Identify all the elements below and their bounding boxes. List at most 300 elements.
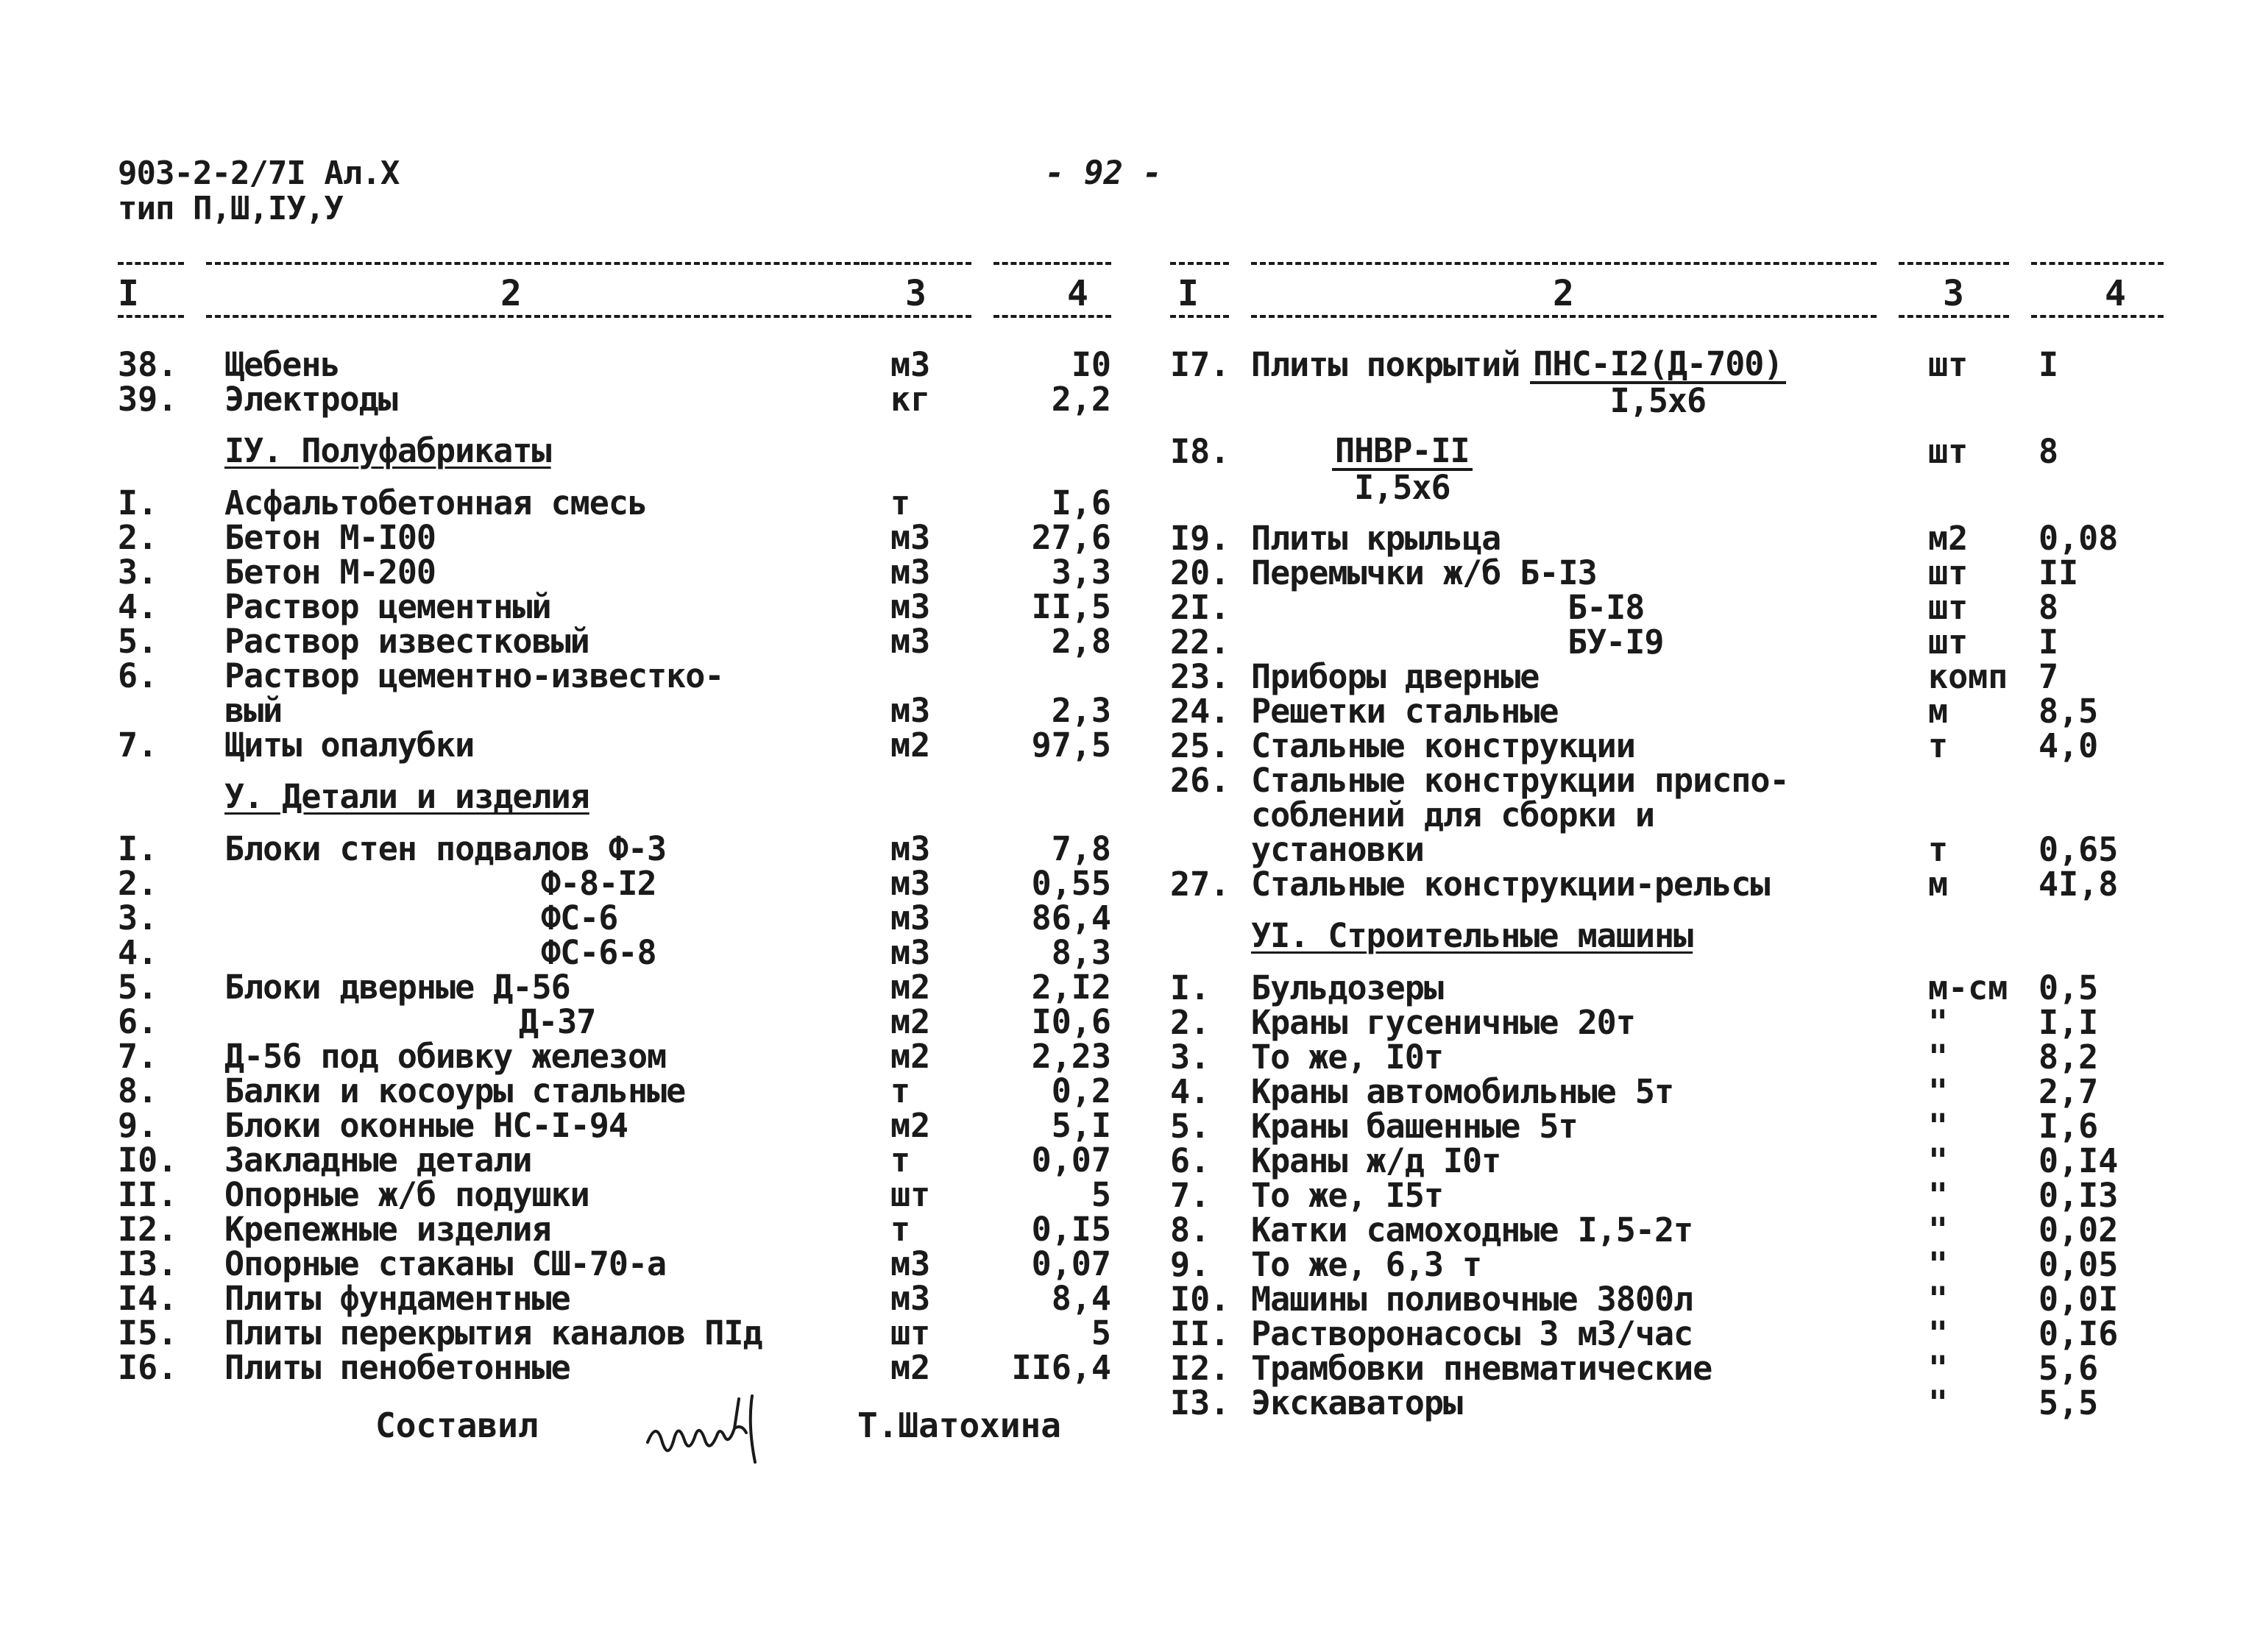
quantity: 8	[2038, 432, 2059, 471]
quantity: 2,I2	[1031, 968, 1111, 1007]
quantity: 0,2	[1051, 1071, 1111, 1110]
item-name-text: Плиты фундаментные	[224, 1279, 570, 1318]
row-number: 25.	[1170, 726, 1230, 765]
table-row	[118, 866, 1148, 901]
table-row	[118, 483, 1148, 522]
unit: м	[1928, 692, 1949, 731]
row-number: II.	[1170, 1314, 1230, 1353]
row-number: 8.	[118, 1071, 158, 1110]
quantity: 5,6	[2038, 1349, 2099, 1388]
row-number: 4.	[118, 587, 158, 626]
row-number: 20.	[1170, 553, 1230, 592]
quantity: I0	[1071, 345, 1111, 384]
table-row	[1170, 1109, 2200, 1144]
table-row	[1170, 1383, 2200, 1422]
fraction-mark	[1332, 431, 1473, 507]
quantity: 0,I6	[2038, 1314, 2119, 1353]
item-name-text: Щиты опалубки	[224, 726, 475, 765]
row-number: 2.	[118, 864, 158, 903]
item-name-text: Плиты покрытий	[1251, 345, 1520, 384]
quantity: 0,I3	[2038, 1176, 2119, 1215]
row-number: 3.	[118, 898, 158, 937]
item-name-text: Д-37	[519, 1002, 596, 1041]
item-name	[224, 1071, 686, 1110]
table-row	[1170, 1005, 2200, 1040]
section-title: IУ. Полуфабрикаты	[224, 431, 551, 470]
item-name-text: Б-I8	[1568, 588, 1645, 627]
quantity: 8,2	[2038, 1038, 2099, 1077]
row-number: I0.	[1170, 1280, 1230, 1319]
item-name	[1251, 1178, 1443, 1213]
table-row	[1170, 692, 2200, 731]
item-name-text: Решетки стальные	[1251, 692, 1559, 731]
unit: м3	[890, 864, 931, 903]
item-name	[224, 1004, 595, 1039]
item-name	[224, 1244, 667, 1283]
item-name-text: Плиты крыльца	[1251, 519, 1501, 558]
quantity: 2,3	[1051, 691, 1111, 730]
item-name-text: Машины поливочные 3800л	[1251, 1280, 1693, 1319]
unit: м3	[890, 933, 931, 972]
unit: кг	[890, 380, 931, 419]
quantity: 2,23	[1031, 1037, 1111, 1076]
item-name	[224, 1141, 532, 1180]
unit: т	[1928, 830, 1949, 869]
table-row	[118, 589, 1148, 624]
quantity: 27,6	[1031, 518, 1111, 557]
item-name	[1251, 623, 1664, 662]
unit: м2	[890, 726, 931, 765]
signature	[640, 1383, 810, 1472]
quantity: 5	[1091, 1175, 1111, 1214]
unit: м3	[890, 898, 931, 937]
item-name-text: Асфальтобетонная смесь	[224, 483, 648, 522]
doc-types: тип П,Ш,IУ,У	[118, 190, 343, 227]
quantity: II,5	[1031, 587, 1111, 626]
table-row	[1170, 795, 2200, 834]
item-name-text: Опорные стаканы СШ-70-а	[224, 1244, 667, 1283]
unit: шт	[1928, 432, 1969, 471]
unit: т	[890, 1141, 911, 1180]
table-row	[1170, 1141, 2200, 1180]
unit: м	[1928, 865, 1949, 904]
item-name	[1251, 968, 1443, 1007]
item-name-text: То же, I0т	[1251, 1038, 1443, 1077]
row-number: I0.	[118, 1141, 178, 1180]
unit: т	[890, 1210, 911, 1249]
unit: м3	[890, 829, 931, 868]
fraction-numerator: ПНВР-II	[1332, 434, 1473, 471]
row-number: 24.	[1170, 692, 1230, 731]
row-number: 3.	[118, 553, 158, 592]
item-name-text: Опорные ж/б подушки	[224, 1175, 589, 1214]
quantity: 0,0I	[2038, 1280, 2119, 1319]
unit: "	[1928, 1210, 1949, 1249]
row-number: I3.	[118, 1244, 178, 1283]
quantity: 8,5	[2038, 692, 2099, 731]
item-name	[224, 1039, 666, 1074]
item-name	[1251, 763, 1789, 798]
row-number: I.	[118, 483, 158, 522]
table-row	[118, 1177, 1148, 1212]
table-row	[118, 693, 1148, 728]
quantity: II6,4	[1011, 1348, 1111, 1387]
unit: шт	[1928, 623, 1969, 662]
section-title: У. Детали и изделия	[224, 777, 589, 816]
row-number: 2.	[1170, 1003, 1211, 1042]
col-header-1: I	[1177, 273, 1199, 314]
item-name-text: Краны ж/д I0т	[1251, 1141, 1501, 1180]
table-row	[1170, 1351, 2200, 1386]
table-row	[1170, 344, 2200, 434]
item-name	[224, 1108, 628, 1143]
quantity: 0,07	[1031, 1244, 1111, 1283]
quantity: 8	[2038, 588, 2059, 627]
quantity: II	[2038, 553, 2079, 592]
item-name	[1251, 659, 1539, 694]
item-name-text: установки	[1251, 830, 1424, 869]
unit: "	[1928, 1280, 1949, 1319]
item-name-text: Стальные конструкции	[1251, 726, 1635, 765]
row-number: 4.	[118, 933, 158, 972]
fraction-denominator: I,5x6	[1609, 381, 1707, 420]
item-name	[1251, 692, 1559, 731]
row-number: 7.	[1170, 1176, 1211, 1215]
unit: м2	[890, 1002, 931, 1041]
table-row	[118, 1039, 1148, 1074]
unit: т	[890, 1071, 911, 1110]
item-name	[224, 693, 282, 728]
quantity: I	[2038, 345, 2059, 384]
item-name-text: Закладные детали	[224, 1141, 532, 1180]
item-name-text: Раствор цементный	[224, 587, 551, 626]
item-name-text: соблений для сборки и	[1251, 795, 1654, 834]
compiled-label: Составил	[375, 1405, 539, 1445]
item-name	[1251, 1316, 1693, 1351]
unit: м3	[890, 553, 931, 592]
item-name	[1251, 1210, 1693, 1249]
unit: шт	[1928, 345, 1969, 384]
item-name	[224, 380, 397, 419]
table-row	[118, 898, 1148, 937]
item-name	[1251, 795, 1654, 834]
item-name-text: Балки и косоуры стальные	[224, 1071, 686, 1110]
unit: м3	[890, 1244, 931, 1283]
item-name	[1251, 1383, 1463, 1422]
table-row	[118, 1281, 1148, 1316]
item-name-text: Трамбовки пневматические	[1251, 1349, 1712, 1388]
item-name-text: Плиты пенобетонные	[224, 1348, 570, 1387]
item-name-text: БУ-I9	[1568, 623, 1664, 662]
item-name	[1251, 1247, 1481, 1282]
quantity: 86,4	[1031, 898, 1111, 937]
row-number: 7.	[118, 726, 158, 765]
table-row	[118, 1212, 1148, 1247]
item-name	[1251, 344, 1786, 420]
item-name	[224, 1212, 551, 1247]
table-row	[118, 520, 1148, 555]
quantity: 0,05	[2038, 1245, 2119, 1284]
col-header-4: 4	[2105, 273, 2126, 314]
item-name	[1251, 1141, 1501, 1180]
item-name-text: Крепежные изделия	[224, 1210, 551, 1249]
item-name-text: Электроды	[224, 380, 397, 419]
section-title: УI. Строительные машины	[1251, 916, 1693, 955]
row-number: I7.	[1170, 345, 1230, 384]
item-name-text: Катки самоходные I,5-2т	[1251, 1210, 1693, 1249]
unit: "	[1928, 1349, 1949, 1388]
item-name-text: ФС-6-8	[541, 933, 656, 972]
item-name	[224, 935, 656, 970]
quantity: I0,6	[1031, 1002, 1111, 1041]
table-row	[1170, 521, 2200, 556]
col-header-4: 4	[1067, 273, 1088, 314]
table-row	[118, 347, 1148, 382]
table-row	[118, 1244, 1148, 1283]
table-row	[1170, 1074, 2200, 1109]
table-row	[1170, 590, 2200, 625]
quantity: 0,08	[2038, 519, 2119, 558]
row-number: 6.	[118, 656, 158, 695]
table-row	[1170, 763, 2200, 798]
quantity: 7	[2038, 657, 2059, 696]
unit: м-см	[1928, 968, 2008, 1007]
unit: шт	[890, 1175, 931, 1214]
item-name	[1251, 1280, 1693, 1319]
fraction-mark	[1530, 344, 1785, 420]
quantity: 7,8	[1051, 829, 1111, 868]
table-row	[1170, 865, 2200, 904]
fraction-denominator: I,5x6	[1354, 468, 1450, 507]
table-row	[118, 1071, 1148, 1110]
item-name	[1251, 1109, 1578, 1144]
item-name	[224, 726, 475, 765]
unit: шт	[1928, 588, 1969, 627]
item-name	[224, 589, 551, 624]
row-number: I.	[118, 829, 158, 868]
unit: шт	[890, 1314, 931, 1353]
item-name	[224, 347, 340, 382]
table-row	[118, 726, 1148, 765]
unit: комп	[1928, 657, 2008, 696]
quantity: 0,02	[2038, 1210, 2119, 1249]
row-number: 6.	[118, 1002, 158, 1041]
quantity: 0,07	[1031, 1141, 1111, 1180]
row-number: 6.	[1170, 1141, 1211, 1180]
row-number: I5.	[118, 1314, 178, 1353]
section-heading	[118, 762, 1148, 832]
row-number: I4.	[118, 1279, 178, 1318]
quantity: 5	[1091, 1314, 1111, 1353]
unit: м3	[890, 1279, 931, 1318]
quantity: 0,65	[2038, 830, 2119, 869]
item-name	[224, 520, 436, 555]
item-name	[224, 624, 589, 659]
section-heading	[118, 416, 1148, 486]
quantity: 0,I5	[1031, 1210, 1111, 1249]
row-number: 2.	[118, 518, 158, 557]
item-name	[1251, 521, 1501, 556]
item-name	[1251, 1038, 1443, 1077]
quantity: I,6	[1051, 483, 1111, 522]
unit: "	[1928, 1072, 1949, 1111]
quantity: 4,0	[2038, 726, 2099, 765]
table-row	[1170, 728, 2200, 763]
quantity: I,I	[2038, 1003, 2099, 1042]
quantity: 2,8	[1051, 622, 1111, 661]
doc-code: 903-2-2/7I Ал.X	[118, 155, 400, 192]
item-name	[224, 866, 656, 901]
table-row	[118, 968, 1148, 1007]
item-name	[1251, 832, 1424, 867]
item-name-text: Краны башенные 5т	[1251, 1107, 1578, 1146]
table-row	[1170, 1247, 2200, 1282]
row-number: 39.	[118, 380, 178, 419]
quantity: 4I,8	[2038, 865, 2119, 904]
table-row	[118, 1314, 1148, 1353]
col-header-3: 3	[1943, 273, 1964, 314]
row-number: 8.	[1170, 1210, 1211, 1249]
quantity: 8,3	[1051, 933, 1111, 972]
item-name-text: Краны гусеничные 20т	[1251, 1003, 1635, 1042]
table-row	[118, 380, 1148, 419]
right-rows	[1170, 344, 2200, 1422]
fraction-numerator: ПНС-I2(Д-700)	[1530, 347, 1785, 384]
item-name-text: Блоки стен подвалов Ф-3	[224, 829, 667, 868]
item-name-text: Плиты перекрытия каналов ПIд	[224, 1314, 762, 1353]
item-name-text: То же, 6,3 т	[1251, 1245, 1482, 1284]
item-name-text: Экскаваторы	[1251, 1383, 1463, 1422]
item-name-text: Бульдозеры	[1251, 968, 1443, 1007]
unit: "	[1928, 1314, 1949, 1353]
item-name	[1251, 865, 1770, 904]
item-name-text: Бетон М-200	[224, 553, 436, 592]
page-number: - 92 -	[1045, 155, 1162, 192]
unit: "	[1928, 1003, 1949, 1042]
unit: м2	[890, 1106, 931, 1145]
row-number: I8.	[1170, 432, 1230, 471]
item-name-text: Стальные конструкции приспо-	[1251, 761, 1789, 800]
item-name-text: Ф-8-I2	[541, 864, 656, 903]
quantity: 2,2	[1051, 380, 1111, 419]
table-row	[1170, 1038, 2200, 1077]
item-name-text: Раствор известковый	[224, 622, 589, 661]
quantity: 3,3	[1051, 553, 1111, 592]
unit: шт	[1928, 553, 1969, 592]
quantity: 0,I4	[2038, 1141, 2119, 1180]
quantity: 0,5	[2038, 968, 2099, 1007]
signer-name: Т.Шатохина	[857, 1405, 1061, 1445]
unit: т	[890, 483, 911, 522]
item-name-text: Стальные конструкции-рельсы	[1251, 865, 1770, 904]
table-row	[118, 1108, 1148, 1143]
item-name	[1251, 590, 1644, 625]
item-name	[1251, 1074, 1673, 1109]
row-number: 9.	[118, 1106, 158, 1145]
item-name	[1251, 553, 1597, 592]
item-name-text: вый	[224, 691, 283, 730]
item-name	[224, 968, 570, 1007]
unit: "	[1928, 1107, 1949, 1146]
unit: "	[1928, 1176, 1949, 1215]
unit: "	[1928, 1141, 1949, 1180]
unit: т	[1928, 726, 1949, 765]
item-name	[1251, 1005, 1635, 1040]
unit: м3	[890, 518, 931, 557]
table-row	[118, 935, 1148, 970]
item-name-text: Блоки оконные НС-I-94	[224, 1106, 628, 1145]
row-number: 5.	[1170, 1107, 1211, 1146]
row-number: 5.	[118, 968, 158, 1007]
item-name	[1251, 1351, 1712, 1386]
unit: м3	[890, 345, 931, 384]
table-row	[1170, 659, 2200, 694]
item-name-text: Блоки дверные Д-56	[224, 968, 570, 1007]
item-name-text: То же, I5т	[1251, 1176, 1443, 1215]
quantity: I,6	[2038, 1107, 2099, 1146]
quantity: 97,5	[1031, 726, 1111, 765]
item-name-text: Раствор цементно-известко-	[224, 656, 724, 695]
row-number: 3.	[1170, 1038, 1211, 1077]
unit: м2	[1928, 519, 1969, 558]
table-row	[1170, 968, 2200, 1007]
item-name	[224, 898, 618, 937]
row-number: 5.	[118, 622, 158, 661]
row-number: 26.	[1170, 761, 1230, 800]
item-name-text: Растворонасосы 3 м3/час	[1251, 1314, 1693, 1353]
item-name	[224, 1314, 762, 1353]
table-row	[118, 829, 1148, 868]
item-name-text: Д-56 под обивку железом	[224, 1037, 667, 1076]
quantity: 0,55	[1031, 864, 1111, 903]
item-name	[224, 553, 436, 592]
unit: м2	[890, 968, 931, 1007]
item-name	[224, 829, 667, 868]
unit: м2	[890, 1037, 931, 1076]
table-row	[1170, 553, 2200, 592]
unit: м3	[890, 691, 931, 730]
row-number: 9.	[1170, 1245, 1211, 1284]
table-row	[1170, 623, 2200, 662]
quantity: 2,7	[2038, 1072, 2099, 1111]
row-number: I2.	[118, 1210, 178, 1249]
col-header-2: 2	[500, 273, 522, 314]
row-number: II.	[118, 1175, 178, 1214]
table-row	[118, 1004, 1148, 1039]
item-name	[224, 1281, 570, 1316]
unit: м3	[890, 622, 931, 661]
quantity: 8,4	[1051, 1279, 1111, 1318]
table-row	[118, 656, 1148, 695]
left-rows	[118, 347, 1148, 1385]
row-number: I3.	[1170, 1383, 1230, 1422]
row-number: I.	[1170, 968, 1211, 1007]
row-number: 27.	[1170, 865, 1230, 904]
row-number: 2I.	[1170, 588, 1230, 627]
item-name	[224, 1350, 570, 1385]
row-number: 4.	[1170, 1072, 1211, 1111]
table-row	[1170, 832, 2200, 867]
quantity: 5,I	[1051, 1106, 1111, 1145]
item-name	[224, 656, 724, 695]
unit: м3	[890, 587, 931, 626]
section-heading	[1170, 901, 2200, 971]
item-name-text: Щебень	[224, 345, 340, 384]
item-name	[224, 1177, 589, 1212]
item-name-text: Бетон М-I00	[224, 518, 436, 557]
row-number: 38.	[118, 345, 178, 384]
item-name-text: Перемычки ж/б Б-I3	[1251, 553, 1597, 592]
